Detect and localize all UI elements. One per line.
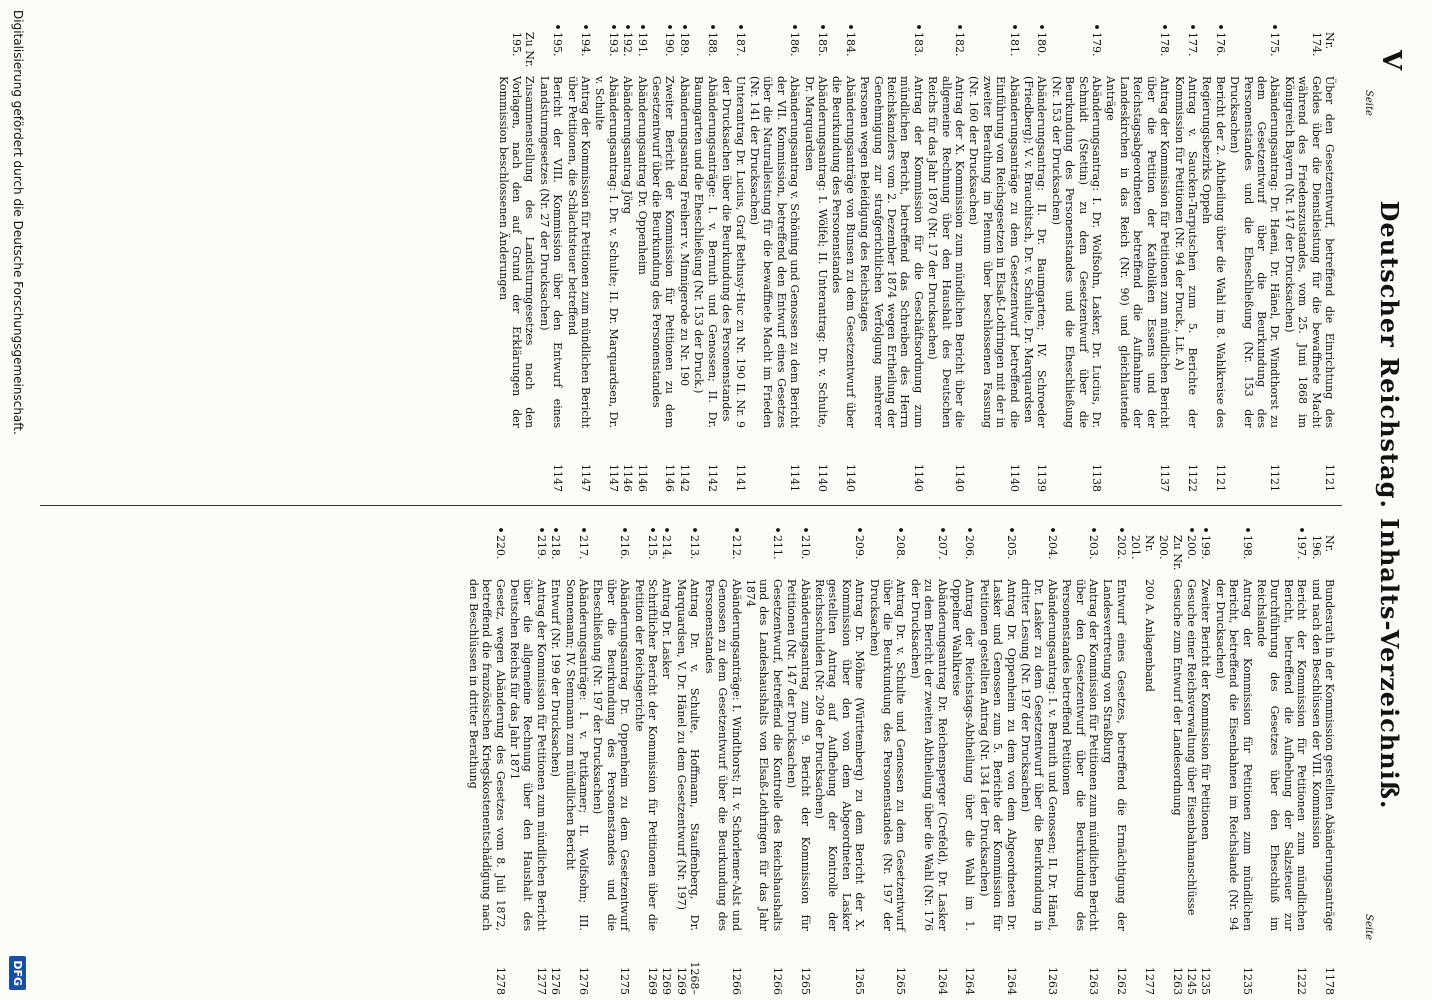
entry-number: 179. (1090, 32, 1104, 57)
entry-title: Gesuche zum Entwurf der Landesordnung (1170, 579, 1184, 816)
entry-page: 1269 (660, 967, 674, 995)
index-entry (748, 22, 802, 492)
entry-title: Abänderungsantrag zum 9. Bericht der Kommission für Petitionen (Nr. 147 der Drucksachen) (785, 579, 812, 931)
entry-title: Bericht der Kommission für Petitionen zum mündlichen Bericht, betreffend die Aufhebung der Salzsteuer zur Durchführung des Gesetzes über den Eheschluß im Reichslande (1254, 579, 1309, 931)
index-entry (621, 22, 634, 492)
entry-title: Abänderungsanträge zu dem Gesetzentwurf betreffend die Einführung von Reichsgesetzen in Elsaß-Lothringen mit der in zweiter Berathung im Plenum über beschlossenen Fassung (Nr. 160 der Drucksachen) (967, 76, 1021, 428)
entry-page: 1140 (843, 464, 857, 492)
entry-title: Antrag Dr. v. Schulte, Hoffmann, Stauffenberg, Dr. Marquardsen, V. Dr. Hänel zu dem Gesetzentwurf (Nr. 197) (674, 579, 702, 931)
index-entry (675, 525, 702, 995)
entry-number: 175. (1268, 32, 1282, 57)
entry-bullet: • (733, 23, 747, 31)
running-head: Deutscher Reichstag. Inhalts-Verzeichniß. (1375, 200, 1404, 810)
entry-number: 215. (646, 535, 660, 560)
entry-number: 205. (1004, 535, 1018, 560)
entry-page: 1141 (733, 464, 747, 492)
index-entry (1022, 22, 1049, 492)
index-entry (785, 525, 812, 995)
entry-number: 183. (911, 32, 925, 57)
entry-title: Antrag der Kommission für Petitionen zum mündlichen Bericht über den Gesetzentwurf über die Beurkundung des Personenstandes betreffend Petitionen (1060, 579, 1101, 931)
entry-number: 220. (493, 535, 507, 560)
entry-page: 1265 (853, 967, 867, 995)
entry-title: Antrag Dr. Oppenheim zu dem von dem Abgeordneten Dr. Lasker und Genossen zum 5. Berichte der Kommission für Petitionen gestellten Antrag (Nr. 134 I der Drucksachen) (977, 579, 1018, 931)
entry-title: Entwurf (Nr. 199 der Drucksachen) (549, 579, 563, 777)
entry-title: Antrag der Kommission für Petitionen zum mündlichen Bericht über die Petition der Katholiken Essens und der Reichstagsabgeordneten betreffend die Aufnahme der Landeskirchen in das Reich (Nr. 90) und gleichlautende Anträge (1104, 76, 1172, 428)
entry-page: 1121 (1268, 464, 1282, 492)
entry-page: 1276 (577, 967, 591, 995)
dfg-logo: DFG (10, 956, 27, 990)
entry-bullet (1309, 525, 1336, 535)
entry-page: 1277 (534, 967, 548, 995)
entry-bullet: • (660, 526, 674, 534)
entry-bullet: • (1185, 23, 1199, 31)
index-entry (660, 525, 673, 995)
entry-page: 1146 (663, 464, 677, 492)
entry-number: 178. (1158, 32, 1172, 57)
entry-bullet: • (1087, 526, 1101, 534)
entry-bullet (496, 22, 536, 32)
entry-bullet: • (1007, 23, 1021, 31)
index-entry (702, 525, 742, 995)
entry-number: 186. (788, 32, 802, 57)
entry-bullet: • (894, 526, 908, 534)
entry-number: 203. (1087, 535, 1101, 560)
entry-number: 188. (705, 32, 719, 57)
index-entry (1185, 525, 1198, 995)
entry-title: Zusammenstellung des Landsturmgesetzes nach den Vorlagen, nach den auf Grund der Erklärungen der Kommission beschlossenen Änderungen (496, 76, 537, 428)
entry-title: Antrag der X. Kommission zum mündlichen Bericht über die allgemeine Rechnung über den Haushalt des Deutschen Reichs für das Jahr 1870 (Nr. 17 der Drucksachen) (926, 76, 967, 428)
entry-bullet: • (1268, 23, 1282, 31)
entry-number: 182. (953, 32, 967, 57)
entry-page: 1146 (635, 464, 649, 492)
footer-strip (6, 10, 30, 990)
index-entry (908, 525, 948, 995)
entry-bullet: • (963, 526, 977, 534)
entry-page: 1265 (798, 967, 812, 995)
entry-bullet: • (1240, 526, 1254, 534)
entry-page: 1121 (1213, 464, 1227, 492)
entry-title: Abänderungsantrag: I. Dr. v. Schulte; II. Dr. Marquardsen, Dr. v. Schulte (593, 76, 620, 428)
entry-number: Nr. 201. (1129, 535, 1156, 560)
entry-bullet: • (551, 23, 565, 31)
entry-page: 1140 (1007, 464, 1021, 492)
entry-number: 212. (729, 535, 743, 560)
entry-bullet: • (1295, 526, 1309, 534)
entry-number: 199. (1199, 535, 1213, 560)
entry-page: 1266 (770, 967, 784, 995)
entry-bullet: • (1090, 23, 1104, 31)
entry-title: Abänderungsantrag v. Schöning und Genossen zu dem Bericht der VII. Kommission, betreffend den Entwurf eines Gesetzes über die Naturalleistung für die bewaffnete Macht im Frieden (Nr. 141 der Drucksachen) (747, 76, 802, 428)
entry-title: Entwurf eines Gesetzes, betreffend die Ermächtigung der Landesvertretung von Straßburg (1101, 579, 1128, 931)
index-entry (720, 22, 747, 492)
entry-page: 1264 (963, 967, 977, 995)
entry-number: 214. (660, 535, 674, 560)
entry-title: Gesetz, wegen Abänderung des Gesetzes vom 8. Juli 1872, betreffend die französischen Kriegskostenentschädigung nach den Beschlüssen in dritter Berathung (466, 579, 507, 931)
index-entry (967, 22, 1021, 492)
entry-title: Antrag der Kommission für die Geschäftsordnung zum mündlichen Bericht, betreffend das Schreiben des Herrn Reichskanzlers vom 2. Dezember 1874 wegen Ertheilung der Genehmigung zur strafgerichtlichen Verfolgung mehrerer Personen wegen Beleidigung des Reichstages (858, 76, 925, 428)
entry-number: 176. (1213, 32, 1227, 57)
entry-title: Abänderungsantrag Dr. Oppenheim (635, 76, 649, 275)
entry-title: Antrag der Kommission für Petitionen zum mündlichen Bericht, betreffend die Eisenbahnen im Reichslande (Nr. 94 der Drucksachen) (1213, 579, 1254, 931)
index-entry (549, 525, 562, 995)
entry-title: Zweiter Bericht der Kommission für Petitionen zu dem Gesetzentwurf über die Beurkundung des Personenstandes (650, 76, 677, 428)
entry-page: 1263 (1087, 967, 1101, 995)
entry-number: 198. (1240, 535, 1254, 560)
index-entry (632, 525, 659, 995)
entry-page: 1146 (621, 464, 635, 492)
entry-title: Abänderungsantrag Dr. Oppenheim zu dem Gesetzentwurf über die Beurkundung des Personenstandes und die Eheschließung (Nr. 197 der Drucksachen) (591, 579, 632, 931)
entry-number: 202. (1114, 535, 1128, 560)
entry-number: 185. (815, 32, 829, 57)
index-entry (813, 525, 867, 995)
entry-bullet: • (1199, 526, 1213, 534)
entry-page: 1139 (1035, 464, 1049, 492)
entry-bullet: • (798, 526, 812, 534)
entry-bullet: • (618, 526, 632, 534)
entry-title: Über den Gesetzentwurf, betreffend die Einrichtung des Geldes über die Dienstleistung für die bewaffnete Macht während des Friedenszustandes, vom 25. Juni 1868 im Königreich Bayern (Nr. 147 der Drucksachen) (1282, 76, 1336, 428)
entry-title: Abänderungsantrag Dr. Reichensperger (Crefeld), Dr. Lasker zu dem Bericht der zweiten Abtheilung über die Wahl (Nr. 176 der Drucksachen) (908, 579, 949, 931)
entry-number: 207. (935, 535, 949, 560)
entry-number: Nr. 196. (1309, 535, 1336, 560)
entry-page: 1140 (815, 464, 829, 492)
entry-page (496, 434, 536, 492)
entry-title: Zweiter Bericht der Kommission für Petitionen (1199, 579, 1213, 841)
entry-title: Gesetzentwurf, betreffend die Kontrolle des Reichshaushalts und des Landeshaushalts von Elsaß-Lothringen für das Jahr 1874 (743, 579, 784, 931)
entry-page: 1147 (606, 464, 620, 492)
entry-title: Antrag der Kommission für Petitionen zum mündlichen Bericht über die allgemeine Rechnung über den Haushalt des Deutschen Reichs für das Jahr 1871 (508, 579, 548, 931)
index-entry (1200, 22, 1227, 492)
entry-title: Unterantrag Dr. Lucius, Graf Bethusy-Huc zu Nr. 190 II. Nr. 9 der Drucksachen über die Beurkundung des Personenstandes (720, 76, 747, 428)
entry-page: 1138 (1090, 464, 1104, 492)
entry-bullet: • (579, 23, 593, 31)
entry-number: 197. (1295, 535, 1309, 560)
index-entry (466, 525, 506, 995)
entry-page: 1245 (1184, 967, 1198, 995)
page-header (1354, 30, 1410, 980)
entry-title: Abänderungsanträge: I. v. Puttkamer; II. Wolfsohn; III. Sonnemann; IV. Stemmann zum mündlichen Bericht (563, 579, 591, 931)
entry-title: Antrag Dr. v. Schulte und Genossen zu dem Gesetzentwurf über die Beurkundung des Personenstandes (Nr. 197 der Drucksachen) (867, 579, 908, 931)
entry-page: 1147 (579, 464, 593, 492)
entry-number: 195. (551, 32, 565, 57)
entry-number: 200. (1184, 535, 1198, 560)
entry-bullet: • (1004, 526, 1018, 534)
entry-page: 1142 (705, 464, 719, 492)
page-number: V (1376, 50, 1406, 71)
entry-title: 200 A. Anlagenband (1142, 579, 1156, 692)
entry-title: Abänderungsantrag Freiherr v. Minnigerode zu Nr. 190 (677, 76, 691, 387)
index-entry (537, 22, 564, 492)
entry-bullet: • (493, 526, 507, 534)
index-entry (1172, 22, 1199, 492)
entry-bullet: • (606, 23, 620, 31)
index-entry (1060, 525, 1100, 995)
entry-title: Antrag der Reichstags-Abtheilung über die Wahl im 1. Oppelner Wahlkreise (950, 579, 977, 931)
index-entry (977, 525, 1017, 995)
index-entry (635, 22, 648, 492)
entry-page: 1263 (1045, 967, 1059, 995)
entry-number: 208. (894, 535, 908, 560)
entry-number: 206. (963, 535, 977, 560)
entry-page: 1141 (788, 464, 802, 492)
entry-title: Bundesrath in der Kommission gestellten Abänderungsanträge und nach den Beschlüssen der VIII. Kommission (1309, 579, 1336, 932)
entry-bullet: • (843, 23, 857, 31)
entry-title: Antrag der Kommission für Petitionen zum mündlichen Bericht über Petitionen, die Schlachtsteuer betreffend (565, 76, 593, 428)
index-entry (926, 22, 966, 492)
entry-page: 1122 (1185, 464, 1199, 492)
entry-title: Abänderungsantrag: II. Dr. Baumgarten; IV. Schroeder (Friedberg); V. v. Brauchitsch, Dr. v. Schulte, Dr. Marquardsen (1022, 76, 1049, 428)
entry-page: 1142 (677, 464, 691, 492)
entry-number: Zu Nr. 195. (510, 32, 537, 68)
index-entry (496, 22, 536, 492)
entry-bullet: • (705, 23, 719, 31)
index-entry (1213, 525, 1253, 995)
entry-bullet: • (853, 526, 867, 534)
entry-number: 213. (688, 535, 702, 560)
entry-page: 1121 (1323, 464, 1336, 492)
index-entry (802, 22, 829, 492)
index-entry (867, 525, 907, 995)
entry-page: 1178 (1323, 967, 1336, 995)
index-entry (593, 22, 620, 492)
index-entry (508, 525, 548, 995)
index-entry (950, 525, 977, 995)
entry-number: Zu Nr. 200. (1157, 535, 1184, 571)
entry-page: 1264 (1004, 967, 1018, 995)
entry-number: 180. (1035, 32, 1049, 57)
entry-title: Antrag Dr. Möhne (Württemberg) zu dem Bericht der X. Kommission über den von dem Abgeordneten Lasker gestellten Antrag auf Aufhebung der Kontrolle der Reichsschulden (Nr. 209 der Drucksachen) (812, 579, 867, 931)
entry-bullet: • (1184, 526, 1198, 534)
entry-title: Abänderungsanträge: I. Windthorst; II. v. Schorlemer-Alst und Genossen zu dem Gesetzentwurf über die Beurkundung des Personenstandes (702, 579, 743, 931)
entry-title: Antrag Dr. Lasker (660, 579, 674, 679)
entry-number: 219. (534, 535, 548, 560)
index-entry (565, 22, 592, 492)
entry-number: 191. (635, 32, 649, 57)
entry-page: 1276 (549, 967, 563, 995)
column-divider (40, 505, 1342, 506)
index-entry (692, 22, 719, 492)
entry-bullet: • (646, 526, 660, 534)
index-entry (1228, 22, 1282, 492)
entry-page: 1262 (1114, 967, 1128, 995)
entry-page: 1140 (911, 464, 925, 492)
entry-number: 211. (770, 535, 784, 560)
entry-bullet (1282, 22, 1336, 32)
index-entry (744, 525, 784, 995)
entry-title: Gesuche einer Reichsverwaltung über Eisenbahnanschlüsse (1184, 579, 1198, 916)
entry-bullet: • (534, 526, 548, 534)
entry-bullet: • (677, 23, 691, 31)
index-entry (1104, 22, 1171, 492)
entry-number: 192. (621, 32, 635, 57)
entry-title: Abänderungsanträge: I. v. Bernuth und Genossen; II. Dr. Baumgarten und die Eheschließung (Nr. 153 der Druck.) (692, 76, 719, 428)
entry-number: 210. (798, 535, 812, 560)
entry-page: 1137 (1158, 464, 1172, 492)
entry-title: Abänderungsantrag: Dr. Haeni, Dr. Hänel, Dr. Windthorst zu dem Gesetzentwurf über die Beurkundung des Personenstandes und die Eheschließung (Nr. 153 der Drucksachen) (1228, 76, 1282, 428)
entry-bullet: • (621, 23, 635, 31)
index-entry (1101, 525, 1128, 995)
left-column (495, 22, 1336, 492)
entry-bullet: • (1158, 23, 1172, 31)
index-entry (1019, 525, 1059, 995)
index-entry (1129, 525, 1156, 995)
entry-page: 1140 (953, 464, 967, 492)
index-entry (1157, 525, 1184, 995)
digitization-note: Digitalisierung gefördert durch die Deutsche Forschungsgemeinschaft. (11, 10, 25, 435)
right-column (465, 525, 1336, 995)
entry-page: 1235 (1199, 967, 1213, 995)
entry-page: 1275 (618, 967, 632, 995)
entry-bullet: • (953, 23, 967, 31)
entry-bullet: • (663, 23, 677, 31)
entry-number: 204. (1045, 535, 1059, 560)
entry-title: Abänderungsanträge von Bunsen zu dem Gesetzentwurf über die Beurkundung des Personenstandes (830, 76, 857, 428)
entry-number: 189. (677, 32, 691, 57)
entry-title: Abänderungsantrag: I. v. Bernuth und Genossen; II. Dr. Hänel, Dr. Lasker zu dem Gesetzentwurf über die Beurkundung in dritter Lesung (Nr. 197 der Drucksachen) (1019, 579, 1059, 931)
entry-title: Abänderungsantrag Jörg (621, 76, 635, 215)
entry-bullet: • (1035, 23, 1049, 31)
seite-label-left: Seite (1363, 90, 1374, 116)
index-entry (591, 525, 631, 995)
entry-title: Bericht der 2. Abtheilung über die Wahl im 8. Wahlkreise des Regierungsbezirks Oppeln (1200, 76, 1227, 428)
entry-bullet: • (1045, 526, 1059, 534)
index-entry (678, 22, 691, 492)
entry-number: 209. (853, 535, 867, 560)
entry-number: 216. (618, 535, 632, 560)
entry-title: Schriftlicher Bericht der Kommission für Petitionen über die Petition der Reichsgerichte (632, 579, 660, 931)
entry-page: 1269 (646, 967, 660, 995)
entry-bullet (1157, 525, 1184, 535)
index-entry (650, 22, 677, 492)
entry-bullet: • (815, 23, 829, 31)
entry-bullet: • (729, 526, 743, 534)
entry-number: 184. (843, 32, 857, 57)
entry-number: 194. (579, 32, 593, 57)
entry-page: 1235 (1240, 967, 1254, 995)
entry-bullet: • (1114, 526, 1128, 534)
entry-number: 193. (606, 32, 620, 57)
entry-page: 1277 (1142, 967, 1156, 995)
entry-page: 1278 (493, 967, 507, 995)
entry-bullet: • (911, 23, 925, 31)
index-entry (1309, 525, 1336, 995)
index-entry (1282, 22, 1336, 492)
entry-bullet: • (788, 23, 802, 31)
index-entry (858, 22, 925, 492)
seite-label-right: Seite (1363, 914, 1374, 940)
entry-bullet: • (577, 526, 591, 534)
index-entry (1255, 525, 1309, 995)
entry-page: 1264 (935, 967, 949, 995)
index-entry (1199, 525, 1212, 995)
index-entry (830, 22, 857, 492)
entry-page: 1265 (894, 967, 908, 995)
entry-bullet: • (935, 526, 949, 534)
entry-number: Nr. 174. (1309, 32, 1336, 57)
entry-page: 1222 (1295, 967, 1309, 995)
entry-bullet: • (1213, 23, 1227, 31)
entry-title: Abänderungsantrag: I. Dr. Wolfsohn, Lasker, Dr. Lucius, Dr. Schmidt (Stettin) zu dem Gesetzentwurf über die Beurkundung des Personenstandes und die Eheschließung (Nr. 153 der Drucksachen) (1049, 76, 1104, 428)
entry-page: 1266 (729, 967, 743, 995)
entry-bullet: • (635, 23, 649, 31)
index-entry (563, 525, 590, 995)
entry-title: Abänderungsantrag: I. Wölfel; II. Unterantrag: Dr. v. Schulte, Dr. Marquardsen (802, 76, 829, 428)
entry-number: 177. (1185, 32, 1199, 57)
entry-number: 190. (663, 32, 677, 57)
entry-number: 181. (1007, 32, 1021, 57)
index-entry (1049, 22, 1103, 492)
entry-bullet (1129, 525, 1156, 535)
entry-bullet: • (688, 526, 702, 534)
entry-bullet: • (770, 526, 784, 534)
entry-page: 1268–1269 (674, 961, 702, 995)
entry-title: Bericht der VIII. Kommission über den Entwurf eines Landsturmgesetzes (Nr. 27 der Drucksachen) (537, 76, 565, 428)
entry-page: 1263 (1170, 967, 1184, 995)
entry-bullet: • (549, 526, 563, 534)
entry-page: 1147 (551, 464, 565, 492)
entry-number: 187. (733, 32, 747, 57)
entry-number: 218. (549, 535, 563, 560)
entry-number: 217. (577, 535, 591, 560)
entry-title: Antrag v. Saucken-Tarputschen zum 5. Berichte der Kommission für Petitionen (Nr. 94 der Druck., Lit. A) (1172, 76, 1199, 428)
